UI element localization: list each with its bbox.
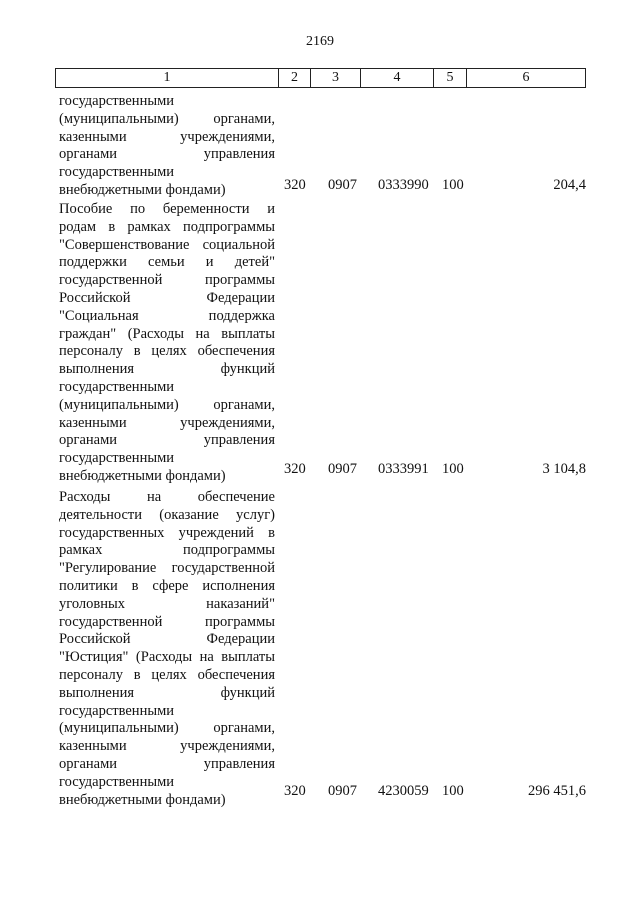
description-line: государственными <box>59 164 175 181</box>
amount: 3 104,8 <box>542 461 586 477</box>
amount: 296 451,6 <box>528 783 586 799</box>
admin-code: 320 <box>284 177 306 193</box>
description-line: поддержки семьи и детей" <box>59 254 275 271</box>
description-line: политики в сфере исполнения <box>59 577 275 594</box>
description-line: персоналу в целях обеспечения <box>59 666 275 683</box>
description-line: "Социальная поддержка <box>59 307 275 324</box>
header-col-4: 4 <box>361 69 434 87</box>
description-line: государственными <box>59 702 175 719</box>
section-code: 0907 <box>328 177 357 193</box>
description-line: "Совершенствование социальной <box>59 236 275 253</box>
description-line: органами управления <box>59 432 275 449</box>
expense-kind-code: 100 <box>442 177 464 193</box>
description-line: граждан" (Расходы на выплаты <box>59 325 275 342</box>
header-col-2: 2 <box>279 69 311 87</box>
description-line: казенными учреждениями, <box>59 128 275 145</box>
row-description <box>59 489 275 809</box>
description-line: Пособие по беременности и <box>59 201 275 217</box>
description-line: государственными <box>59 450 175 467</box>
description-line: государственной программы <box>59 272 275 289</box>
row-description <box>59 201 275 486</box>
description-line: родам в рамках подпрограммы <box>59 218 275 235</box>
row-description <box>59 93 275 200</box>
section-code: 0907 <box>328 461 357 477</box>
description-line: государственными <box>59 93 175 109</box>
description-line: внебюджетными фондами) <box>59 181 226 198</box>
description-line: выполнения функций <box>59 684 275 701</box>
section-code: 0907 <box>328 783 357 799</box>
description-line: деятельности (оказание услуг) <box>59 506 275 523</box>
expense-kind-code: 100 <box>442 461 464 477</box>
description-line: "Регулирование государственной <box>59 560 275 577</box>
description-line: (муниципальными) органами, <box>59 110 275 127</box>
target-code: 0333991 <box>378 461 429 477</box>
description-line: (муниципальными) органами, <box>59 396 275 413</box>
description-line: казенными учреждениями, <box>59 414 275 431</box>
table-header <box>55 68 586 88</box>
description-line: государственными <box>59 773 175 790</box>
target-code: 0333990 <box>378 177 429 193</box>
description-line: рамках подпрограммы <box>59 542 275 559</box>
description-line: уголовных наказаний" <box>59 595 275 612</box>
admin-code: 320 <box>284 461 306 477</box>
description-line: внебюджетными фондами) <box>59 467 226 484</box>
header-col-6: 6 <box>522 70 530 85</box>
header-col-1: 1 <box>56 69 279 87</box>
target-code: 4230059 <box>378 783 429 799</box>
description-line: государственной программы <box>59 613 275 630</box>
header-col-5: 5 <box>434 69 467 87</box>
description-line: органами управления <box>59 755 275 772</box>
description-line: "Юстиция" (Расходы на выплаты <box>59 649 275 666</box>
description-line: внебюджетными фондами) <box>59 791 226 808</box>
description-line: (муниципальными) органами, <box>59 720 275 737</box>
amount: 204,4 <box>553 177 586 193</box>
description-line: Расходы на обеспечение <box>59 489 275 505</box>
description-line: казенными учреждениями, <box>59 738 275 755</box>
admin-code: 320 <box>284 783 306 799</box>
header-col-3: 3 <box>311 69 361 87</box>
description-line: органами управления <box>59 146 275 163</box>
expense-kind-code: 100 <box>442 783 464 799</box>
description-line: государственных учреждений в <box>59 524 275 541</box>
description-line: государственными <box>59 378 175 395</box>
description-line: Российской Федерации <box>59 631 275 648</box>
description-line: персоналу в целях обеспечения <box>59 343 275 360</box>
description-line: выполнения функций <box>59 361 275 378</box>
page-number: 2169 <box>306 34 334 49</box>
description-line: Российской Федерации <box>59 289 275 306</box>
